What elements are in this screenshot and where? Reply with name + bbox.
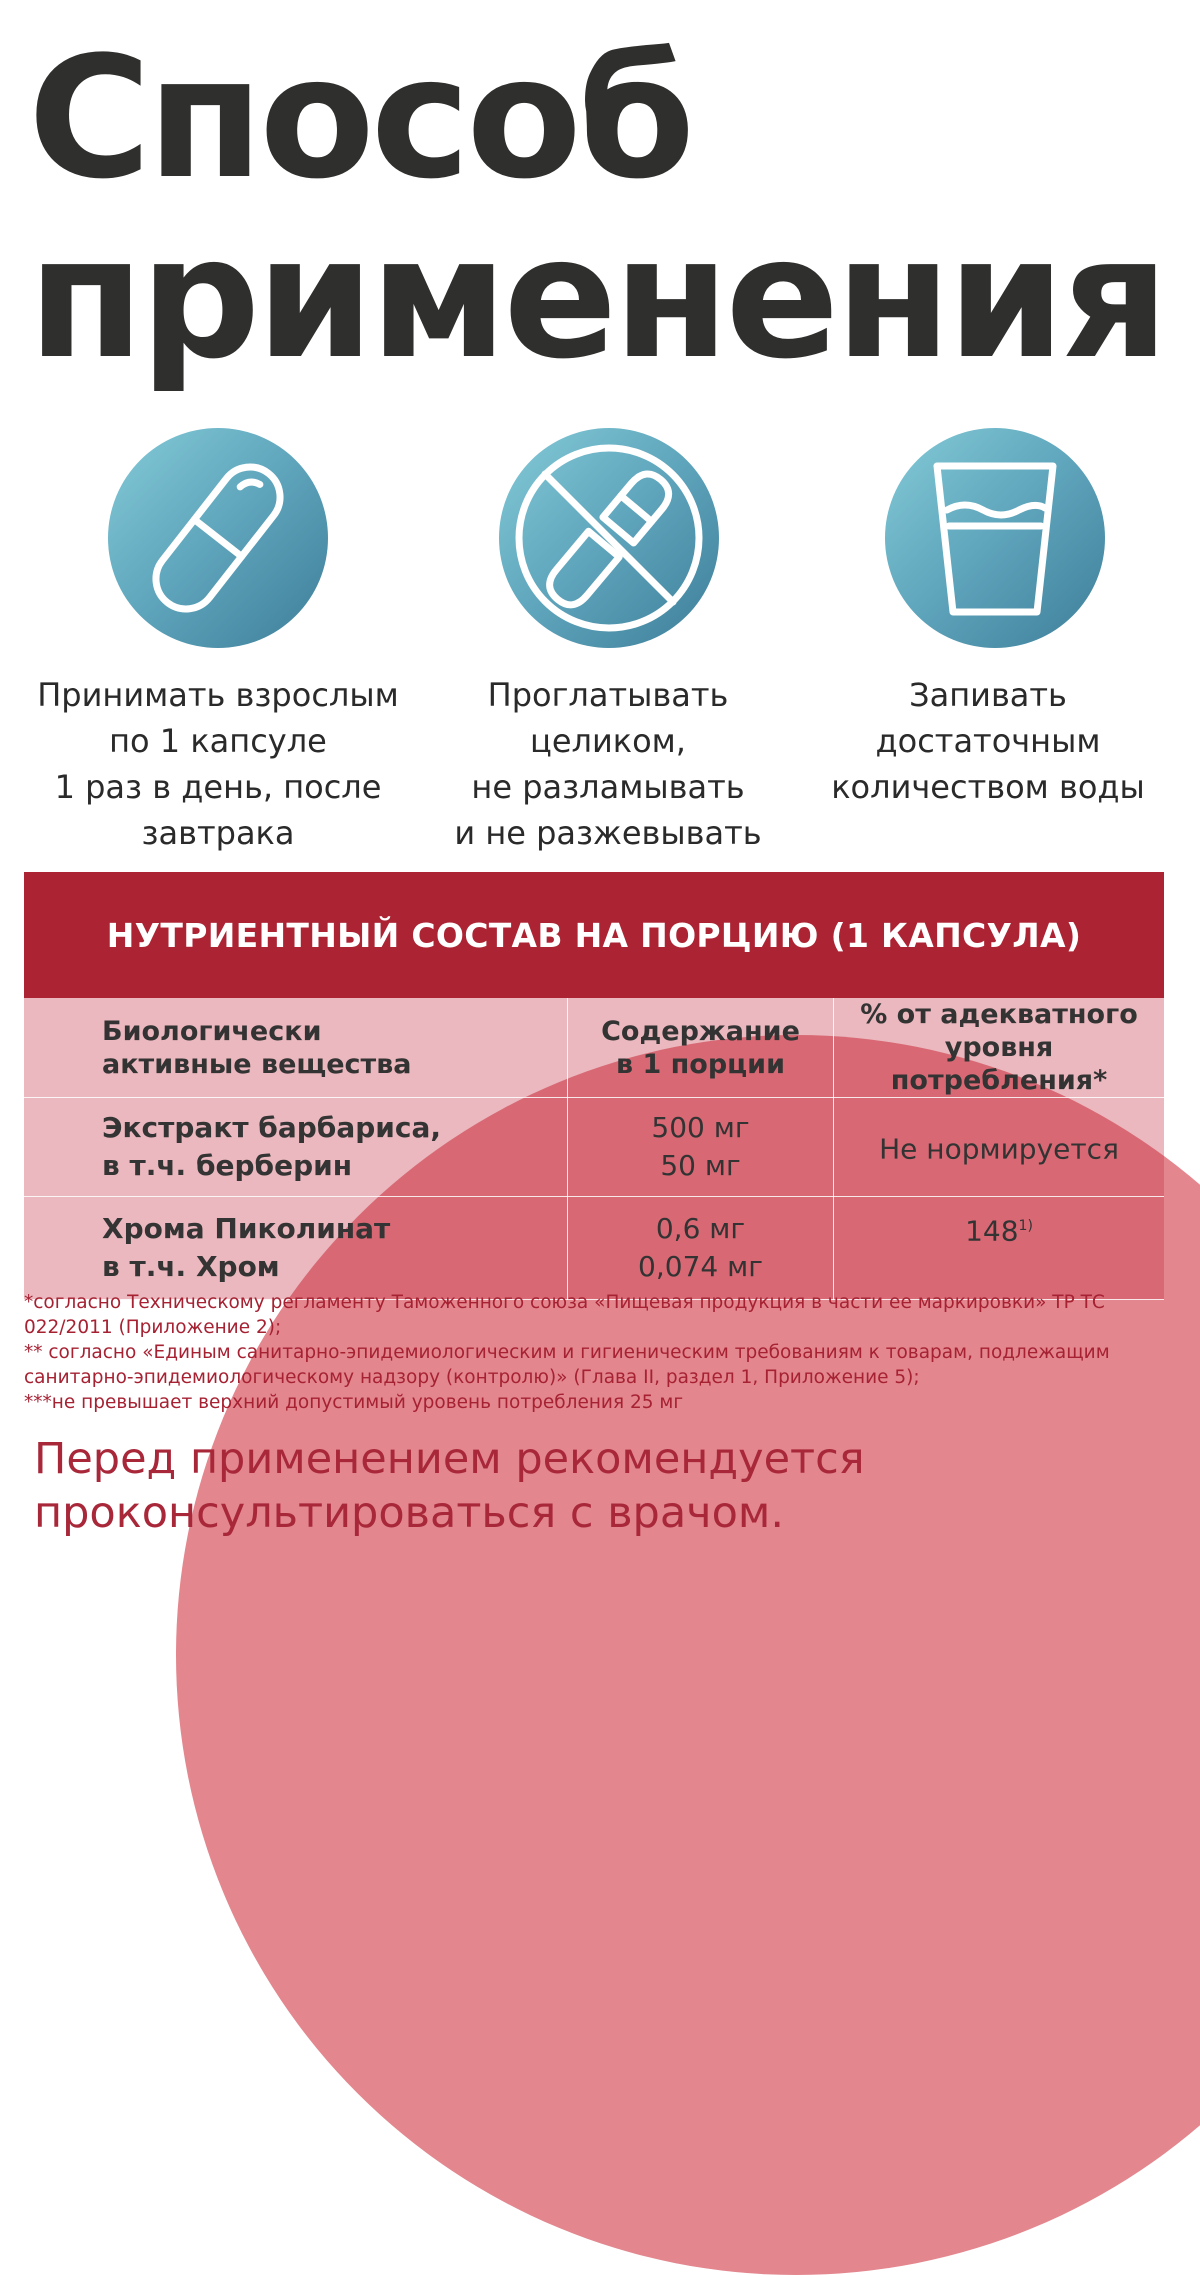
table-row xyxy=(24,1098,1164,1197)
substance-amount: 500 мг 50 мг xyxy=(568,1098,834,1197)
title-line-2: применения xyxy=(28,200,1165,396)
nutrient-panel-header: НУТРИЕНТНЫЙ СОСТАВ НА ПОРЦИЮ (1 КАПСУЛА) xyxy=(24,872,1164,998)
footnote: *согласно Техническому регламенту Таможенного союза «Пищевая продукция в части ее маркировки» ТР ТС 022/2011 (Приложение 2); xyxy=(24,1292,1105,1338)
step-text-2: Проглатывать целиком, не разламывать и не разжевывать xyxy=(454,676,762,852)
nutrient-panel xyxy=(24,872,1164,1300)
page-title xyxy=(28,20,1165,396)
table-header-row xyxy=(24,998,1164,1098)
step-text-3: Запивать достаточным количеством воды xyxy=(831,676,1145,806)
substance-percent: 148$^{1)}$ xyxy=(834,1197,1165,1300)
column-header-percent: % от адекватного уровня потребления* xyxy=(834,998,1165,1098)
column-header-substance: Биологически активные вещества xyxy=(24,998,568,1098)
footnote: ***не превышает верхний допустимый уровень потребления 25 мг xyxy=(24,1392,684,1413)
nutrient-table xyxy=(24,998,1164,1300)
substance-amount: 0,6 мг 0,074 мг xyxy=(568,1197,834,1300)
doctor-consultation-disclaimer: Перед применением рекомендуется проконсультироваться с врачом. xyxy=(34,1434,865,1538)
step-text-1: Принимать взрослым по 1 капсуле 1 раз в день, после завтрака xyxy=(37,676,399,852)
substance-percent: Не нормируется xyxy=(834,1098,1165,1197)
substance-name: Хрома Пиколинат в т.ч. Хром xyxy=(24,1197,568,1300)
no-open-capsule-icon xyxy=(499,428,719,648)
column-header-amount: Содержание в 1 порции xyxy=(568,998,834,1098)
footnote: ** согласно «Единым санитарно-эпидемиологическим и гигиеническим требованиям к товарам, подлежащим санитарно-эпидемиологическому надзору (контролю)» (Глава II, раздел 1, Приложение 5); xyxy=(24,1342,1110,1388)
substance-name: Экстракт барбариса, в т.ч. берберин xyxy=(24,1098,568,1197)
footnotes xyxy=(24,1290,1174,1415)
water-glass-icon xyxy=(885,428,1105,648)
capsule-icon xyxy=(108,428,328,648)
table-row xyxy=(24,1197,1164,1300)
title-line-1: Способ xyxy=(28,20,692,216)
